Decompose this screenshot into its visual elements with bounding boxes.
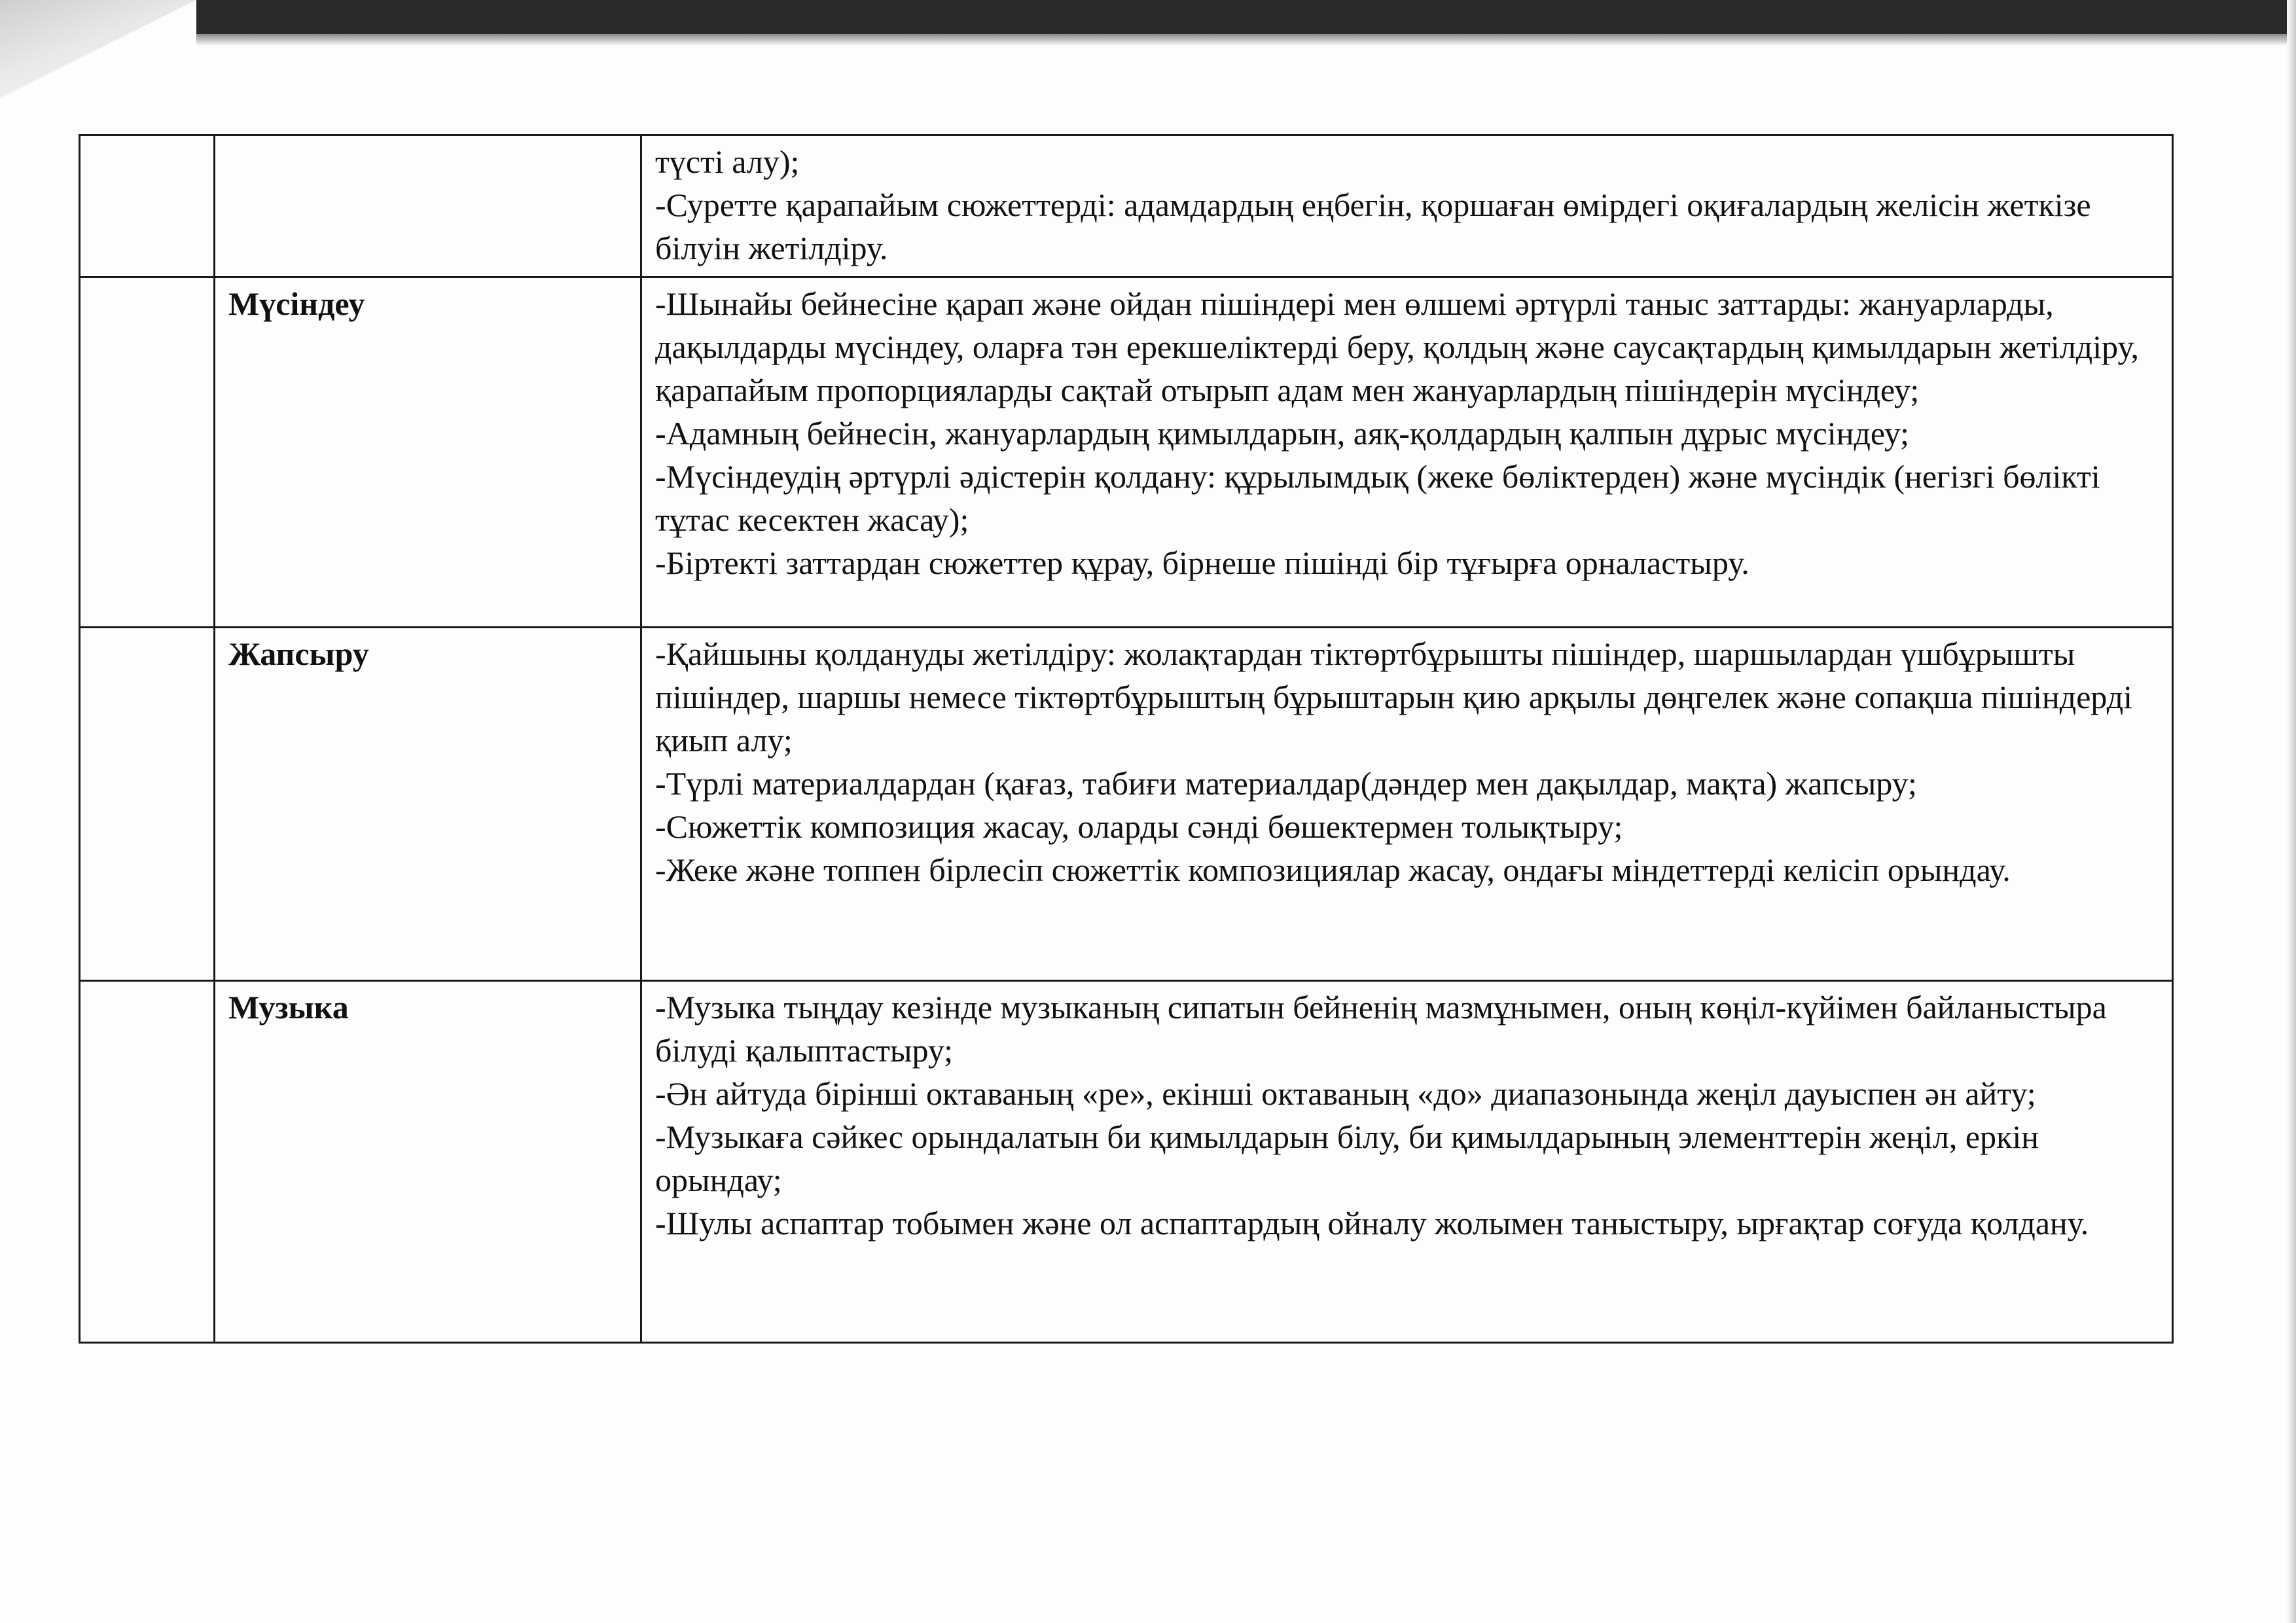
scan-top-border (196, 0, 2296, 34)
content-line: -Адамның бейнесін, жануарлардың қимылдарын, аяқ-қолдардың қалпын дұрыс мүсіндеу; (655, 415, 1910, 452)
content-line: -Біртекті заттардан сюжеттер құрау, бірнеше пішінді бір тұғырға орналастыру. (655, 544, 1749, 581)
subject-cell: Жапсыру (215, 628, 641, 981)
content-cell (641, 628, 2173, 981)
curriculum-table (79, 134, 2174, 1344)
subject-cell: Мүсіндеу (215, 277, 641, 628)
content-line: -Музыка тыңдау кезінде музыканың сипатын бейненің мазмұнымен, оның көңіл-күйімен байланыстыра білуді қалыптастыру; (655, 989, 2107, 1069)
content-line: -Ән айтуда бірінші октаваның «ре», екінші октаваның «до» диапазонында жеңіл дауыспен ән айту; (655, 1075, 2036, 1112)
empty-cell (80, 628, 215, 981)
content-line: түсті алу); (655, 143, 800, 180)
content-cell (641, 981, 2173, 1343)
empty-cell (80, 135, 215, 277)
subject-cell: Музыка (215, 981, 641, 1343)
content-line: -Мүсіндеудің әртүрлі әдістерін қолдану: құрылымдық (жеке бөліктерден) және мүсіндік (негізгі бөлікті тұтас кесектен жасау); (655, 458, 2100, 538)
scan-page-fold (0, 0, 196, 98)
content-cell (641, 135, 2173, 277)
scan-right-border (2287, 0, 2296, 1623)
table-row (80, 135, 2173, 277)
content-line: -Суретте қарапайым сюжеттерді: адамдардың еңбегін, қоршаған өмірдегі оқиғалардың желісін жеткізе білуін жетілдіру. (655, 187, 2091, 266)
content-line: -Жеке және топпен бірлесіп сюжеттік композициялар жасау, ондағы міндеттерді келісіп орындау. (655, 851, 2011, 888)
content-line: -Шулы аспаптар тобымен және ол аспаптардың ойналу жолымен таныстыру, ырғақтар соғуда қолдану. (655, 1205, 2089, 1241)
table-row (80, 277, 2173, 628)
content-line: -Музыкаға сәйкес орындалатын би қимылдарын білу, би қимылдарының элементтерін жеңіл, еркін орындау; (655, 1118, 2039, 1198)
content-cell (641, 277, 2173, 628)
content-line: -Сюжеттік композиция жасау, оларды сәнді бөшектермен толықтыру; (655, 808, 1623, 845)
table-row (80, 628, 2173, 981)
subject-cell (215, 135, 641, 277)
content-line: -Шынайы бейнесіне қарап және ойдан пішіндері мен өлшемі әртүрлі таныс заттарды: жануарларды, дақылдарды мүсіндеу, оларға тән ерекшеліктерді беру, қолдың және саусақтардың қимылдарын жетілдіру, қарапайым пропорцияларды сақтай отырып адам мен жануарлардың пішіндерін мүсіндеу; (655, 285, 2139, 408)
scan-top-shadow (196, 34, 2296, 46)
table-row (80, 981, 2173, 1343)
empty-cell (80, 277, 215, 628)
content-line: -Түрлі материалдардан (қағаз, табиғи материалдар(дәндер мен дақылдар, мақта) жапсыру; (655, 765, 1917, 802)
content-line: -Қайшыны қолдануды жетілдіру: жолақтардан тіктөртбұрышты пішіндер, шаршылардан үшбұрышты пішіндер, шаршы немесе тіктөртбұрыштың бұрыштарын қию арқылы дөңгелек және сопақша пішіндерді қиып алу; (655, 635, 2133, 758)
empty-cell (80, 981, 215, 1343)
